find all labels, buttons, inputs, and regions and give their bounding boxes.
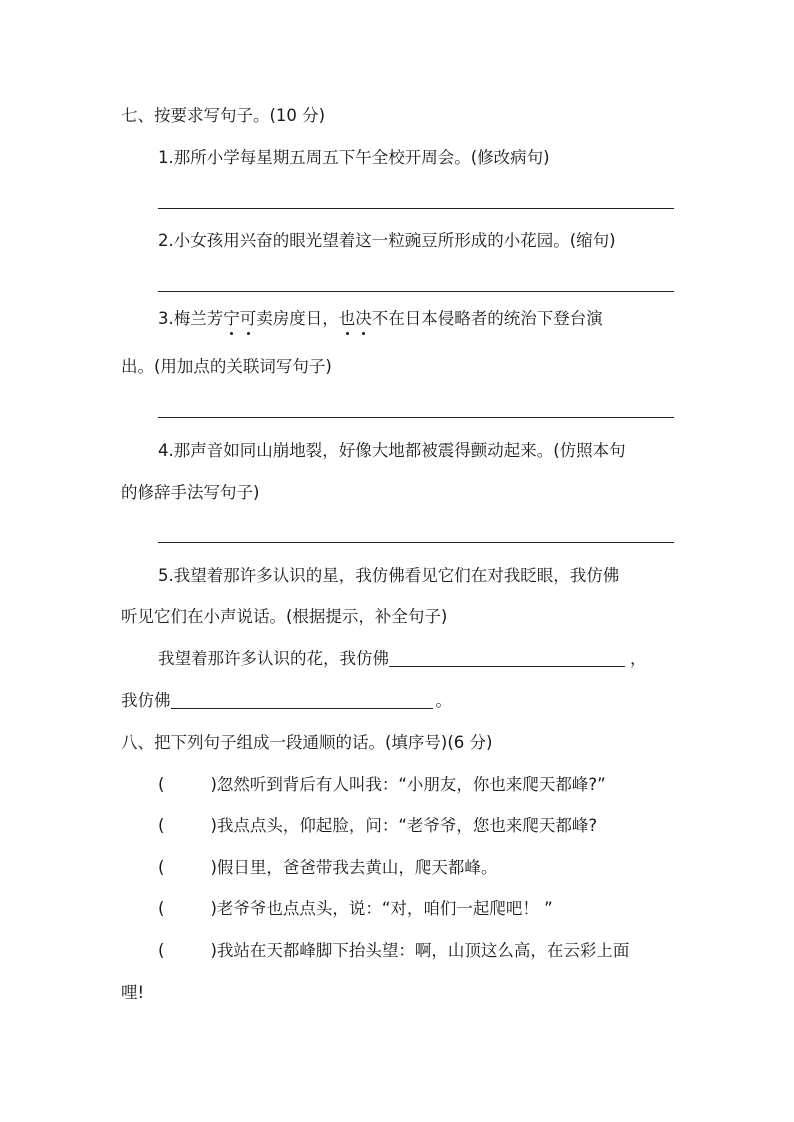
question-4-line-1: 4.那声音如同山崩地裂，好像大地都被震得颤动起来。(仿照本句 <box>158 441 626 460</box>
answer-line-3[interactable] <box>158 417 674 418</box>
section-7-heading: 七、按要求写句子。(10 分) <box>121 106 326 125</box>
order-item-3 <box>158 857 497 879</box>
q3-text-b: 卖房度日， <box>256 309 339 328</box>
answer-line-1[interactable] <box>158 208 674 209</box>
order-paren-open: ( <box>158 775 165 794</box>
q5-comma: ， <box>630 649 647 668</box>
question-3-line-2: 出。(用加点的关联词写句子) <box>121 357 332 376</box>
answer-line-2[interactable] <box>158 291 674 292</box>
section-8-heading: 八、把下列句子组成一段通顺的话。(填序号)(6 分) <box>121 733 493 752</box>
answer-line-4[interactable] <box>158 542 674 543</box>
order-paren-close: ) <box>210 858 217 877</box>
order-item-2 <box>158 815 597 837</box>
dotted-char-2: 可 <box>239 309 257 328</box>
question-5-line-4 <box>121 690 452 712</box>
dotted-char-4: 决 <box>355 309 372 328</box>
order-item-1 <box>158 774 606 796</box>
question-5-line-1: 5.我望着那许多认识的星，我仿佛看见它们在对我眨眼，我仿佛 <box>158 566 620 585</box>
q5-prompt-2: 我仿佛 <box>121 691 171 710</box>
order-item-text: 我站在天都峰脚下抬头望：啊，山顶这么高，在云彩上面 <box>216 941 630 960</box>
order-paren-open: ( <box>158 858 165 877</box>
q3-text-a: 3.梅兰芳 <box>158 309 224 328</box>
order-item-4 <box>158 898 553 920</box>
order-item-text: 假日里，爸爸带我去黄山，爬天都峰。 <box>216 858 498 877</box>
question-1-text: 1.那所小学每星期五周五下午全校开周会。(修改病句) <box>158 148 550 167</box>
order-paren-close: ) <box>210 899 217 918</box>
order-item-text: 忽然听到背后有人叫我：“小朋友，你也来爬天都峰?” <box>216 775 606 794</box>
order-paren-open: ( <box>158 816 165 835</box>
order-item-text: 我点点头，仰起脸，问：“老爷爷，您也来爬天都峰? <box>216 816 598 835</box>
question-2-text: 2.小女孩用兴奋的眼光望着这一粒豌豆所形成的小花园。(缩句) <box>158 231 616 250</box>
dotted-char-1: 宁 <box>223 309 240 328</box>
question-3-line-1 <box>158 308 603 330</box>
question-4-line-2: 的修辞手法写句子) <box>121 483 260 502</box>
order-paren-open: ( <box>158 941 165 960</box>
q5-prompt-1: 我望着那许多认识的花，我仿佛 <box>158 649 389 668</box>
order-paren-open: ( <box>158 899 165 918</box>
order-item-text: 老爷爷也点点头，说：“对，咱们一起爬吧！ ” <box>216 899 553 918</box>
order-paren-close: ) <box>210 941 217 960</box>
fill-blank-1[interactable] <box>389 648 625 667</box>
q5-period: 。 <box>435 691 452 710</box>
fill-blank-2[interactable] <box>171 690 433 709</box>
order-item-5-continued: 哩! <box>121 983 145 1002</box>
dotted-char-3: 也 <box>338 309 356 328</box>
order-item-5 <box>158 940 629 962</box>
question-5-line-3 <box>158 648 647 670</box>
question-5-line-2: 听见它们在小声说话。(根据提示，补全句子) <box>121 607 448 626</box>
order-paren-close: ) <box>210 775 217 794</box>
q3-text-c: 不在日本侵略者的统治下登台演 <box>371 309 603 328</box>
order-paren-close: ) <box>210 816 217 835</box>
